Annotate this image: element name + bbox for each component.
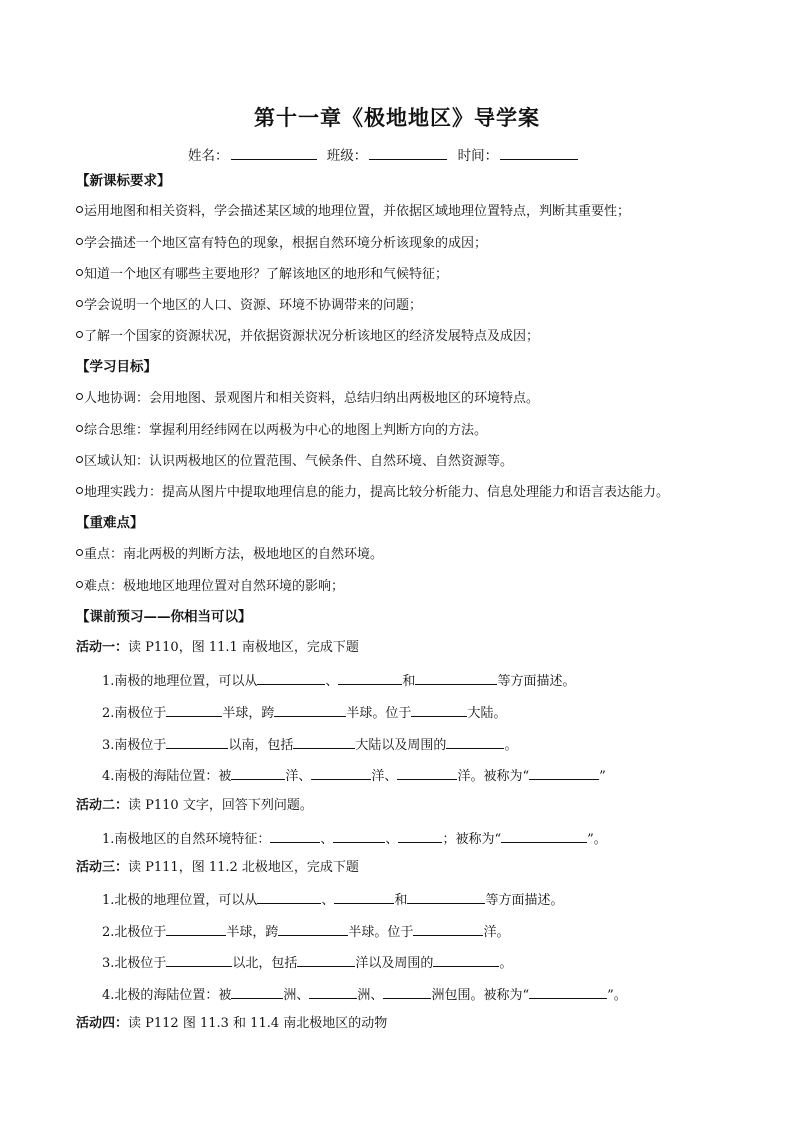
curriculum-item [76,328,539,346]
bullet-icon [76,425,83,432]
bullet-icon [76,238,83,245]
fill-blank[interactable] [501,829,587,843]
question-a2-1 [102,829,607,849]
question-text: 2.北极位于 [102,925,167,940]
fill-blank[interactable] [433,953,499,967]
curriculum-item-text: 知道一个地区有哪些主要地形？了解该地区的地形和气候特征； [84,267,449,282]
time-blank [500,147,578,160]
question-text: ” [599,769,606,784]
bullet-icon [76,487,83,494]
question-text: 1.北极的地理位置，可以从 [102,893,258,908]
question-text: 大陆以及周围的 [355,738,447,753]
goal-item-text: 综合思维：掌握利用经纬网在以两极为中心的地图上判断方向的方法。 [84,423,488,438]
fill-blank[interactable] [398,829,442,843]
class-label: 班级： [326,148,368,164]
question-text: 洋、 [371,769,398,784]
student-info-row [188,144,584,164]
question-text: 、 [320,832,334,847]
bullet-icon [76,300,83,307]
fill-blank[interactable] [529,766,599,780]
activity-text: 读 P110，图 11.1 南极地区，完成下题 [128,640,359,655]
fill-blank[interactable] [446,735,504,749]
activity-text: 读 P112 图 11.3 和 11.4 南北极地区的动物 [128,1016,388,1031]
question-text: 、 [321,893,335,908]
curriculum-item-text: 学会说明一个地区的人口、资源、环境不协调带来的问题； [84,298,423,313]
key-point-item [76,578,344,596]
fill-blank[interactable] [338,671,402,685]
question-text: 、 [385,832,399,847]
question-text: ；被称为“ [442,832,502,847]
question-text: 3.南极位于 [102,738,167,753]
question-text: 1.南极地区的自然环境特征： [102,832,271,847]
question-text: 洲、 [283,988,310,1003]
goal-item [76,484,669,502]
question-text: 3.北极位于 [102,956,167,971]
fill-blank[interactable] [270,829,320,843]
key-points-heading: 【重难点】 [76,515,144,531]
fill-blank[interactable] [311,766,371,780]
goal-item-text: 区域认知：认识两极地区的位置范围、气候条件、自然环境、自然资源等。 [84,454,514,469]
fill-blank[interactable] [413,922,483,936]
class-blank [369,147,447,160]
question-a1-2 [102,703,506,723]
question-a3-2 [102,922,509,942]
question-text: 以北，包括 [232,956,298,971]
fill-blank[interactable] [397,766,457,780]
question-a1-3 [102,735,517,755]
question-a3-3 [102,953,512,973]
curriculum-item [76,266,448,284]
activity-text: 读 P110 文字，回答下列问题。 [128,798,313,813]
curriculum-item-text: 运用地图和相关资料，学会描述某区域的地理位置，并依据区域地理位置特点，判断其重要性； [84,204,631,219]
activity-2 [76,797,313,815]
question-a1-4 [102,766,606,786]
question-text: 2.南极位于 [102,706,167,721]
question-text: 。 [504,738,518,753]
question-text: ”。 [587,832,607,847]
fill-blank[interactable] [293,735,355,749]
fill-blank[interactable] [257,671,325,685]
question-a1-1 [102,671,575,691]
question-text: 洋以及周围的 [355,956,434,971]
question-text: 半球。位于 [346,706,412,721]
question-text: 等方面描述。 [497,674,576,689]
fill-blank[interactable] [297,953,355,967]
question-text: 大陆。 [467,706,507,721]
fill-blank[interactable] [334,890,394,904]
fill-blank[interactable] [231,985,283,999]
question-text: 半球。位于 [348,925,414,940]
fill-blank[interactable] [411,703,467,717]
fill-blank[interactable] [333,829,385,843]
fill-blank[interactable] [166,922,226,936]
activity-label: 活动三： [76,860,129,875]
bullet-icon [76,269,83,276]
question-text: 等方面描述。 [485,893,564,908]
fill-blank[interactable] [257,890,321,904]
question-text: 、 [325,674,339,689]
curriculum-item [76,203,630,221]
question-text: 半球，跨 [222,706,275,721]
question-text: 洋。被称为“ [457,769,530,784]
name-blank [231,147,317,160]
fill-blank[interactable] [231,766,285,780]
fill-blank[interactable] [166,953,232,967]
goals-heading: 【学习目标】 [76,359,157,375]
question-a3-4 [102,985,627,1005]
activity-label: 活动四： [76,1016,129,1031]
question-text: 和 [402,674,416,689]
goal-item [76,422,487,440]
question-text: 半球，跨 [226,925,279,940]
goal-item [76,453,513,471]
goal-item-text: 地理实践力：提高从图片中提取地理信息的能力，提高比较分析能力、信息处理能力和语言表达能力。 [84,485,670,500]
question-text: 。 [499,956,513,971]
curriculum-heading: 【新课标要求】 [76,173,171,189]
question-text: 以南，包括 [228,738,294,753]
activity-text: 读 P111，图 11.2 北极地区，完成下题 [128,860,359,875]
curriculum-item [76,297,422,315]
question-text: 和 [394,893,408,908]
curriculum-item [76,235,487,253]
fill-blank[interactable] [278,922,348,936]
fill-blank[interactable] [383,985,431,999]
question-text: 洋。 [483,925,510,940]
question-text: 洲包围。被称为“ [431,988,530,1003]
fill-blank[interactable] [274,703,346,717]
fill-blank[interactable] [407,890,485,904]
fill-blank[interactable] [166,735,228,749]
key-point-text: 难点：极地地区地理位置对自然环境的影响； [84,579,345,594]
activity-4 [76,1015,387,1033]
question-text: 洋、 [285,769,312,784]
key-point-item [76,546,383,564]
name-label: 姓名： [188,148,229,164]
key-point-text: 重点：南北两极的判断方法，极地地区的自然环境。 [84,547,384,562]
bullet-icon [76,456,83,463]
question-a3-1 [102,890,563,910]
question-text: ”。 [607,988,627,1003]
bullet-icon [76,331,83,338]
curriculum-item-text: 了解一个国家的资源状况，并依据资源状况分析该地区的经济发展特点及成因； [84,329,540,344]
activity-1 [76,639,359,657]
page-title: 第十一章《极地地区》导学案 [254,105,540,130]
curriculum-item-text: 学会描述一个地区富有特色的现象，根据自然环境分析该现象的成因； [84,236,488,251]
question-text: 4.北极的海陆位置：被 [102,988,232,1003]
time-label: 时间： [457,148,499,164]
bullet-icon [76,581,83,588]
activity-label: 活动一： [76,640,129,655]
question-text: 洲、 [357,988,384,1003]
activity-3 [76,859,359,877]
bullet-icon [76,393,83,400]
fill-blank[interactable] [529,985,607,999]
bullet-icon [76,206,83,213]
preview-heading: 【课前预习——你相当可以】 [76,609,252,625]
goal-item [76,390,539,408]
fill-blank[interactable] [309,985,357,999]
question-text: 1.南极的地理位置，可以从 [102,674,258,689]
bullet-icon [76,549,83,556]
goal-item-text: 人地协调：会用地图、景观图片和相关资料，总结归纳出两极地区的环境特点。 [84,391,540,406]
fill-blank[interactable] [166,703,222,717]
activity-label: 活动二： [76,798,129,813]
question-text: 4.南极的海陆位置：被 [102,769,232,784]
fill-blank[interactable] [415,671,497,685]
